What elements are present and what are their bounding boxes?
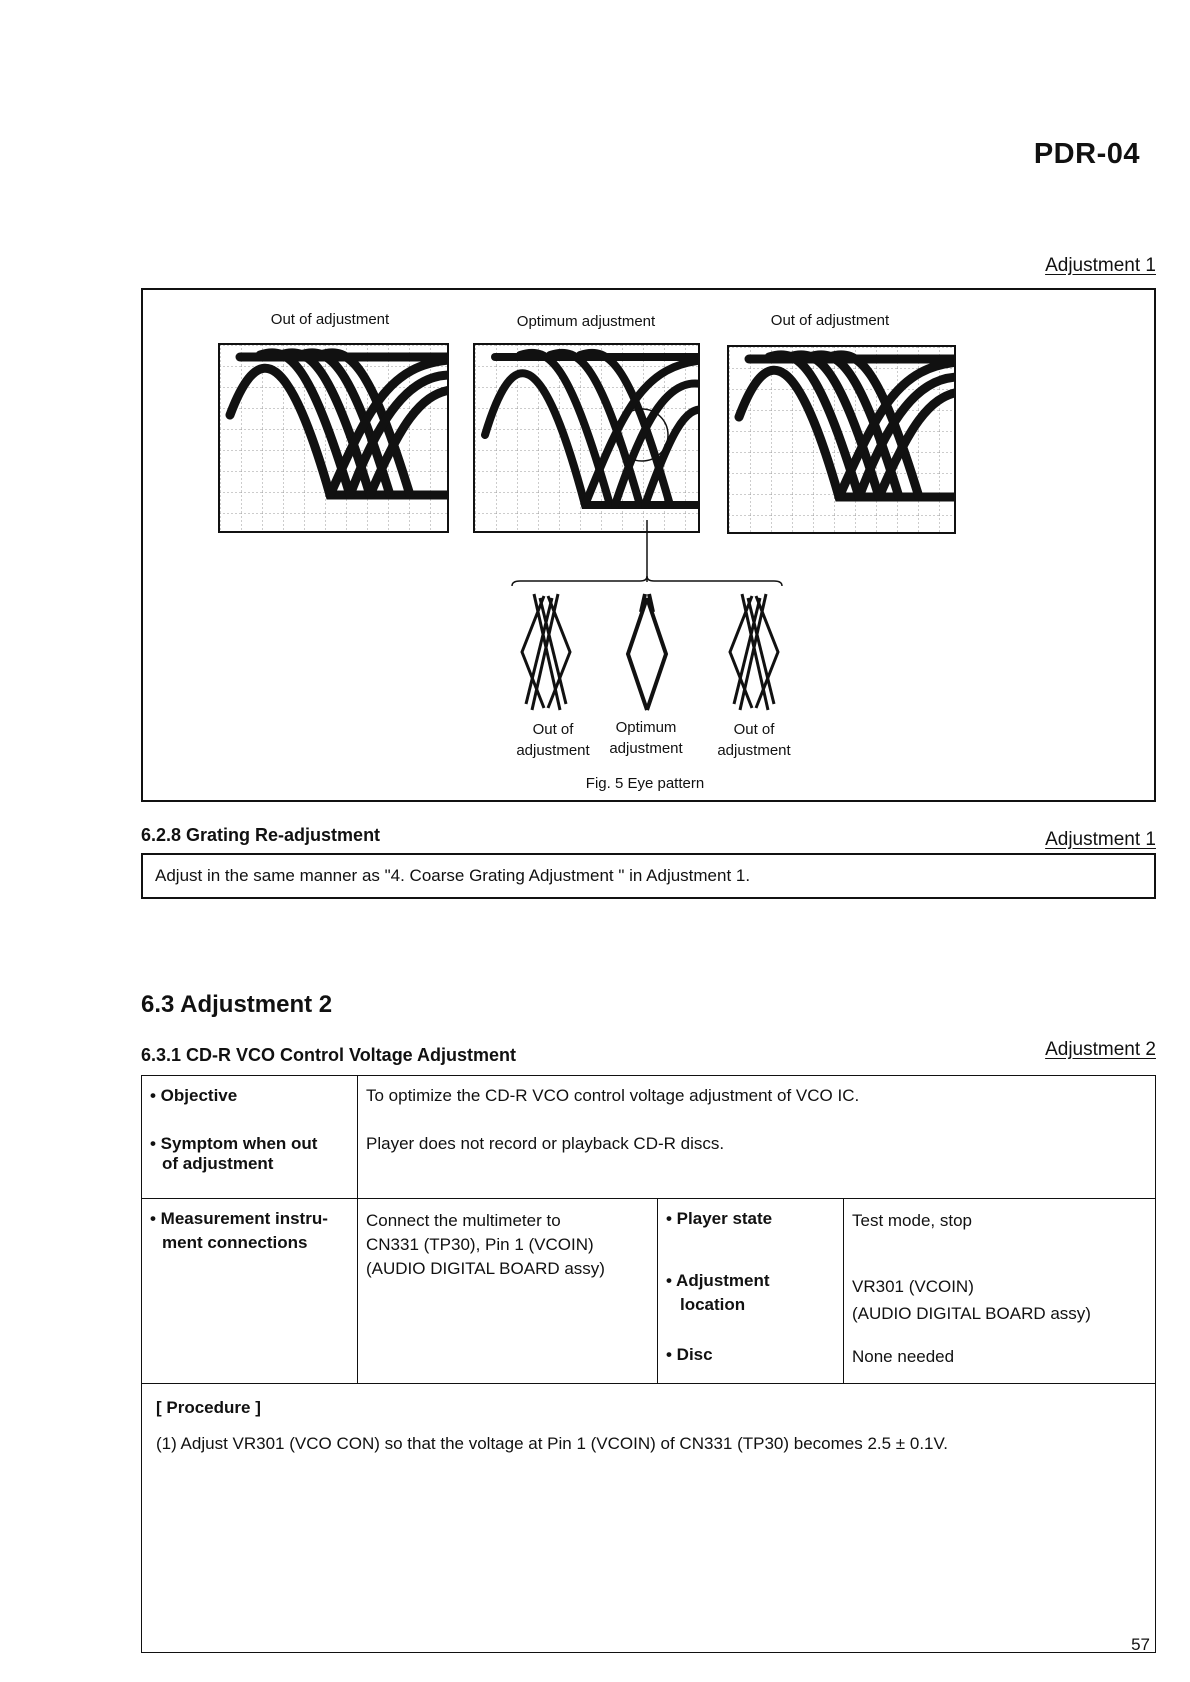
measure-text-1: Connect the multimeter to [366, 1211, 561, 1230]
adj-location-value-2: (AUDIO DIGITAL BOARD assy) [852, 1304, 1091, 1323]
symptom-text: Player does not record or playback CD-R discs. [366, 1134, 725, 1153]
scope-screen-center [473, 343, 700, 533]
grating-adjustment-ref: Adjustment 1 [1045, 829, 1156, 850]
fig-label-right: Out of adjustment [770, 312, 890, 329]
measure-label-1: • Measurement instru- [150, 1209, 328, 1228]
grating-text: Adjust in the same manner as "4. Coarse Grating Adjustment " in Adjustment 1. [155, 866, 751, 885]
page-number: 57 [1131, 1635, 1150, 1654]
section-title: 6.3 Adjustment 2 [141, 991, 333, 1018]
fig-label-left: Out of adjustment [270, 311, 390, 328]
symptom-label-1: • Symptom when out [150, 1134, 318, 1153]
figure-caption: Fig. 5 Eye pattern [585, 775, 705, 792]
scope-screen-left [218, 343, 449, 533]
diamond-label-right: Out of adjustment [717, 721, 791, 759]
model-number: PDR-04 [1033, 138, 1140, 170]
objective-row [142, 1076, 1156, 1131]
grating-title: 6.2.8 Grating Re-adjustment [141, 825, 381, 845]
adj-location-label-2: location [680, 1295, 746, 1314]
symptom-row [142, 1130, 1156, 1199]
eye-diamond-right [730, 594, 778, 710]
adj-location-label-1: • Adjustment [666, 1271, 770, 1290]
section-subtitle: 6.3.1 CD-R VCO Control Voltage Adjustment [141, 1045, 517, 1065]
eye-diamond-left [522, 594, 570, 710]
section-adjustment-ref: Adjustment 2 [1045, 1039, 1156, 1060]
symptom-label-2: of adjustment [162, 1154, 274, 1173]
zoom-connector [500, 520, 800, 720]
adjustment-ref-top: Adjustment 1 [1045, 255, 1156, 276]
adjustment-spec-table [141, 1075, 1156, 1653]
procedure-row [142, 1384, 1156, 1653]
adj-location-value-1: VR301 (VCOIN) [852, 1277, 974, 1296]
player-state-value: Test mode, stop [852, 1211, 973, 1230]
measurement-row [142, 1199, 1156, 1268]
eye-diamond-center [628, 594, 666, 710]
disc-value: None needed [852, 1347, 955, 1366]
measure-text-2: CN331 (TP30), Pin 1 (VCOIN) [366, 1235, 594, 1254]
measure-text-3: (AUDIO DIGITAL BOARD assy) [366, 1259, 605, 1278]
procedure-heading: [ Procedure ] [156, 1398, 261, 1417]
diamond-label-center: Optimum adjustment [609, 719, 683, 757]
player-state-label: • Player state [666, 1209, 773, 1228]
disc-label: • Disc [666, 1345, 713, 1364]
objective-label: • Objective [150, 1086, 238, 1105]
fig-label-center: Optimum adjustment [516, 313, 656, 330]
procedure-step-1: (1) Adjust VR301 (VCO CON) so that the voltage at Pin 1 (VCOIN) of CN331 (TP30) becomes 2.5 ± 0.1V. [156, 1434, 948, 1453]
objective-text: To optimize the CD-R VCO control voltage adjustment of VCO IC. [366, 1086, 860, 1105]
diamond-label-left: Out of adjustment [516, 721, 590, 759]
measure-label-2: ment connections [162, 1233, 308, 1252]
scope-screen-right [727, 345, 956, 534]
